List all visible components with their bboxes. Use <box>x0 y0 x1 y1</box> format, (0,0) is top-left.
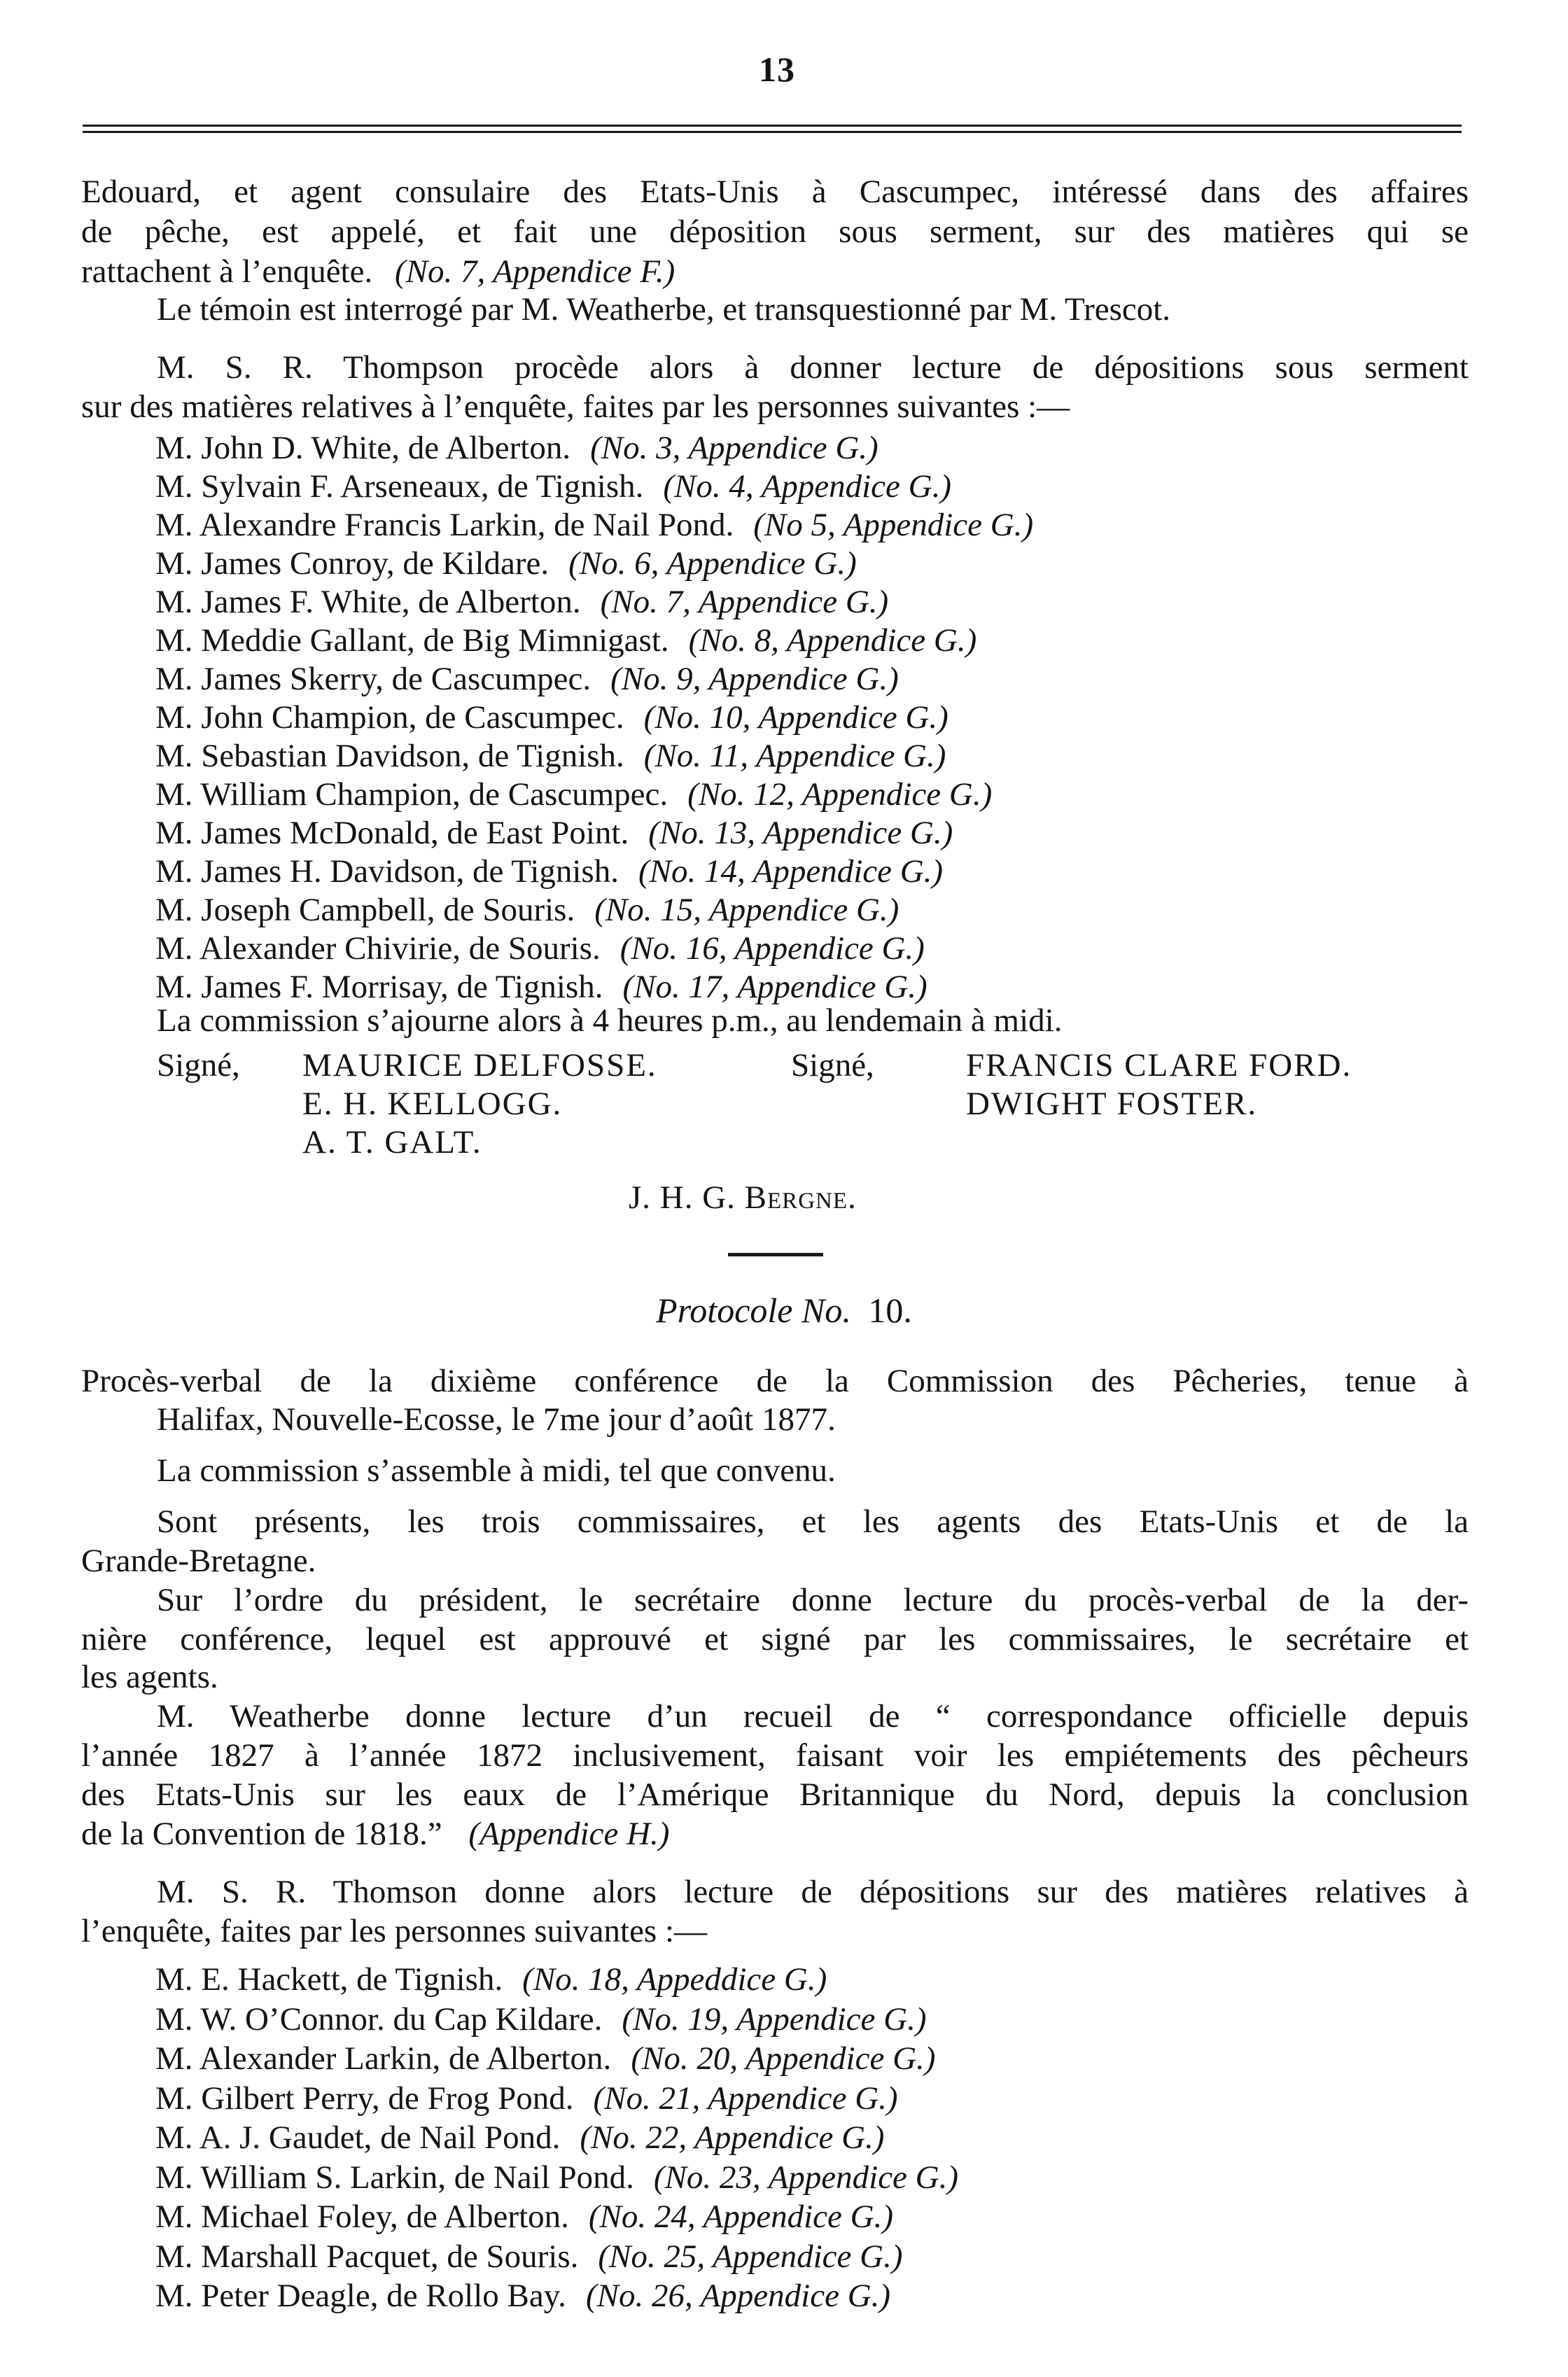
present-line-2: Grande-Bretagne. <box>81 1543 316 1579</box>
witness-name: M. John D. White, de Alberton. <box>155 430 571 466</box>
weatherbe-line-1: M. Weatherbe donne lecture d’un recueil de “ correspondance officielle depuis <box>157 1698 1469 1734</box>
witness-appendix-ref: (No. 4, Appendice G.) <box>663 468 951 505</box>
witness-name: M. Gilbert Perry, de Frog Pond. <box>155 2080 574 2117</box>
witness-entry <box>155 929 925 968</box>
witness-appendix-ref: (No. 16, Appendice G.) <box>620 930 925 967</box>
witness-appendix-ref: (No. 17, Appendice G.) <box>622 969 927 1005</box>
order-line-1: Sur l’ordre du président, le secrétaire donne lecture du procès-verbal de la der- <box>157 1582 1469 1618</box>
witness-appendix-ref: (No. 19, Appendice G.) <box>622 2000 927 2038</box>
witness-appendix-ref: (No. 15, Appendice G.) <box>594 892 899 928</box>
witness-name: M. James F. Morrisay, de Tignish. <box>155 969 603 1005</box>
witness-entry <box>155 467 951 506</box>
witness-appendix-ref: (No. 10, Appendice G.) <box>643 699 948 736</box>
witness-entry <box>155 813 953 853</box>
witness-entry <box>155 582 888 622</box>
page-number: 13 <box>759 50 795 89</box>
witness-entry <box>155 2118 884 2157</box>
witness-name: M. Joseph Campbell, de Souris. <box>155 892 575 928</box>
witness-appendix-ref: (No. 25, Appendice G.) <box>598 2238 903 2275</box>
witness-appendix-ref: (No. 23, Appendice G.) <box>653 2159 959 2196</box>
assemble-line: La commission s’assemble à midi, tel que convenu. <box>157 1452 836 1489</box>
witness-entry <box>155 698 948 737</box>
witness-entry <box>155 852 943 891</box>
intro-line-1: Procès-verbal de la dixième conférence de la Commission des Pêcheries, tenue à <box>81 1363 1469 1399</box>
witness-appendix-ref: (No. 9, Appendice G.) <box>610 661 899 697</box>
witness-name: M. Alexander Chivirie, de Souris. <box>155 930 601 967</box>
witness-appendix-ref: (No. 21, Appendice G.) <box>593 2080 898 2117</box>
witness-name: M. W. O’Connor. du Cap Kildare. <box>155 2000 603 2038</box>
witness-name: M. E. Hackett, de Tignish. <box>155 1961 503 1998</box>
protocol-heading-text: Protocole No. <box>656 1291 851 1330</box>
witness-entry <box>155 659 899 699</box>
weatherbe-appendix-ref: (Appendice H.) <box>468 1816 670 1852</box>
witness-name: M. Meddie Gallant, de Big Mimnigast. <box>155 622 669 659</box>
witness-entry <box>155 2197 893 2236</box>
witness-entry <box>155 775 992 814</box>
witness-name: M. John Champion, de Cascumpec. <box>155 699 624 736</box>
witness-appendix-ref: (No. 12, Appendice G.) <box>687 776 993 813</box>
witness-name: M. James Conroy, de Kildare. <box>155 545 550 582</box>
witness-appendix-ref: (No. 18, Appeddice G.) <box>522 1961 827 1998</box>
witness-name: M. James H. Davidson, de Tignish. <box>155 853 619 890</box>
weatherbe-line-2: l’année 1827 à l’année 1872 inclusivement, faisant voir les empiétements des pêcheurs <box>81 1737 1469 1774</box>
section-divider <box>728 1253 823 1256</box>
protocol-heading <box>0 1289 1568 1331</box>
witness-entry <box>155 544 857 583</box>
secretary-signature: J. H. G. Bergne. <box>629 1179 857 1216</box>
weatherbe-line-3: des Etats-Unis sur les eaux de l’Amérique Britannique du Nord, depuis la conclusion <box>81 1776 1469 1813</box>
witness-appendix-ref: (No. 26, Appendice G.) <box>585 2278 891 2314</box>
header-rule-top <box>83 125 1462 127</box>
thomson-line-2: l’enquête, faites par les personnes suivantes :— <box>81 1913 708 1949</box>
para3-line-2: sur des matières relatives à l’enquête, faites par les personnes suivantes :— <box>81 388 1070 425</box>
weatherbe-line-4 <box>81 1814 669 1853</box>
para1-last-text: rattachent à l’enquête. <box>81 253 373 290</box>
signed-label-left: Signé, <box>157 1047 240 1084</box>
header-rule-bottom <box>83 131 1462 133</box>
witness-appendix-ref: (No. 22, Appendice G.) <box>580 2119 885 2156</box>
para1-line-2: de pêche, est appelé, et fait une déposition sous serment, sur des matières qui se <box>81 213 1469 250</box>
para3-line-1: M. S. R. Thompson procède alors à donner lecture de dépositions sous serment <box>157 349 1469 386</box>
para1-appendix-ref: (No. 7, Appendice F.) <box>394 253 676 290</box>
signatory-ford: FRANCIS CLARE FORD. <box>966 1047 1352 1084</box>
witness-name: M. Michael Foley, de Alberton. <box>155 2199 569 2235</box>
witness-name: M. Sebastian Davidson, de Tignish. <box>155 738 624 774</box>
witness-appendix-ref: (No. 6, Appendice G.) <box>568 545 857 582</box>
witness-appendix-ref: (No. 7, Appendice G.) <box>600 584 889 620</box>
witness-appendix-ref: (No. 11, Appendice G.) <box>643 738 946 774</box>
order-line-2: nière conférence, lequel est approuvé et signé par les commissaires, le secrétaire et <box>81 1621 1469 1657</box>
signatory-galt: A. T. GALT. <box>302 1124 482 1161</box>
present-line-1: Sont présents, les trois commissaires, et les agents des Etats-Unis et de la <box>157 1503 1469 1540</box>
witness-appendix-ref: (No. 24, Appendice G.) <box>588 2199 893 2235</box>
witness-name: M. James McDonald, de East Point. <box>155 815 629 851</box>
witness-name: M. James Skerry, de Cascumpec. <box>155 661 592 697</box>
witness-name: M. William S. Larkin, de Nail Pond. <box>155 2159 634 2196</box>
witness-appendix-ref: (No. 8, Appendice G.) <box>688 622 977 659</box>
witness-entry <box>155 2237 903 2276</box>
signatory-delfosse: MAURICE DELFOSSE. <box>302 1047 657 1084</box>
witness-entry <box>155 505 1033 545</box>
witness-name: M. Alexander Larkin, de Alberton. <box>155 2040 612 2077</box>
witness-name: M. Marshall Pacquet, de Souris. <box>155 2238 579 2275</box>
witness-appendix-ref: (No. 3, Appendice G.) <box>590 430 878 466</box>
witness-entry <box>155 2158 958 2197</box>
witness-appendix-ref: (No. 20, Appendice G.) <box>631 2040 936 2077</box>
witness-name: M. Peter Deagle, de Rollo Bay. <box>155 2278 566 2314</box>
thomson-line-1: M. S. R. Thomson donne alors lecture de dépositions sur des matières relatives à <box>157 1874 1469 1910</box>
adjourn-line: La commission s’ajourne alors à 4 heures p.m., au lendemain à midi. <box>157 1002 1063 1039</box>
witness-entry <box>155 1960 827 1999</box>
witness-entry <box>155 2039 935 2078</box>
witness-name: M. A. J. Gaudet, de Nail Pond. <box>155 2119 561 2156</box>
signatory-foster: DWIGHT FOSTER. <box>966 1086 1258 1122</box>
witness-name: M. Alexandre Francis Larkin, de Nail Pond. <box>155 507 734 543</box>
witness-entry <box>155 890 899 930</box>
para1-line-1: Edouard, et agent consulaire des Etats-Unis à Cascumpec, intéressé dans des affaires <box>81 174 1469 210</box>
witness-entry <box>155 736 946 776</box>
header-double-rule <box>83 125 1462 134</box>
para2-line: Le témoin est interrogé par M. Weatherbe, et transquestionné par M. Trescot. <box>157 291 1171 328</box>
witness-name: M. James F. White, de Alberton. <box>155 584 581 620</box>
witness-entry <box>155 428 878 468</box>
order-line-3: les agents. <box>81 1659 218 1695</box>
witness-entry <box>155 2276 890 2315</box>
witness-entry <box>155 2079 898 2118</box>
witness-appendix-ref: (No. 13, Appendice G.) <box>648 815 953 851</box>
witness-entry <box>155 2000 927 2039</box>
signed-label-right: Signé, <box>791 1047 874 1084</box>
witness-name: M. Sylvain F. Arseneaux, de Tignish. <box>155 468 644 505</box>
signatory-kellogg: E. H. KELLOGG. <box>302 1086 563 1122</box>
intro-line-2: Halifax, Nouvelle-Ecosse, le 7me jour d’août 1877. <box>157 1401 836 1438</box>
witness-name: M. William Champion, de Cascumpec. <box>155 776 668 813</box>
para1-line-3 <box>81 252 675 291</box>
witness-appendix-ref: (No. 14, Appendice G.) <box>638 853 944 890</box>
witness-appendix-ref: (No 5, Appendice G.) <box>753 507 1034 543</box>
protocol-heading-number: 10. <box>868 1291 912 1330</box>
witness-entry <box>155 621 976 660</box>
weatherbe-last-text: de la Convention de 1818.” <box>81 1816 442 1852</box>
